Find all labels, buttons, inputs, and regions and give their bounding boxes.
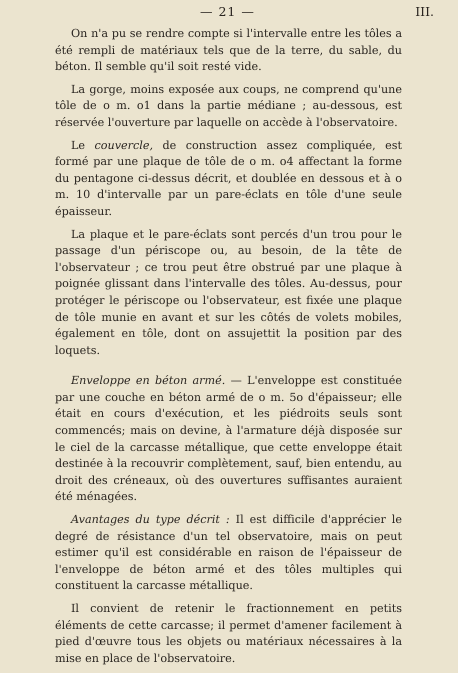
paragraph: La plaque et le pare-éclats sont percés d'un trou pour le passage d'un périscope ou, au besoin, de la tête de l'observateur ; ce trou peut être obstrué par une plaque à poignée glissant dans l'intervalle des tôles. Au-dessus, pour protéger le périscope ou l'observateur, est fixée une plaque de tôle munie en avant et sur les côtés de volets mobiles, également en tôle, dont on assujettit la position par des loquets. — [55, 227, 402, 357]
italic-term: couvercle, — [94, 138, 154, 152]
paragraph: La gorge, moins exposée aux coups, ne comprend qu'une tôle de o m. o1 dans la partie médiane ; au-dessous, est réservée l'ouverture par laquelle on accède à l'observatoire. — [55, 82, 402, 129]
italic-term: Avantages du type décrit : — [71, 513, 230, 527]
paragraph-text: Il est difficile d'apprécier le degré de résistance d'un tel observatoire, mais on peut estimer qu'il est considérable en raison de l'épaisseur de l'enveloppe de béton armé et des tôles multiples qui constituent la carcasse métallique. — [55, 513, 402, 593]
paragraph-lead: Le — [71, 138, 95, 152]
paragraph: On n'a pu se rendre compte si l'intervalle entre les tôles a été rempli de matériaux tels que de la terre, du sable, du béton. Il semble qu'il soit resté vide. — [55, 27, 402, 74]
paragraph — [55, 138, 402, 221]
italic-term: Enveloppe en béton armé. — [71, 374, 226, 388]
paragraph-text: — L'enveloppe est constituée par une couche en béton armé de o m. 5o d'épaisseur; elle était en cours d'exécution, et les piédroits seuls sont commencés; mais on devine, à l'armature déjà disposée sur le ciel de la carcasse métallique, que cette enveloppe était destinée à la recouvrir complètement, sauf, bien entendu, au droit des créneaux, où des ouvertures suffisantes auraient été ménagées. — [55, 374, 402, 504]
paragraph-text: de construction assez compliquée, est formé par une plaque de tôle de o m. o4 affectant la forme du pentagone ci-dessus décrit, et doublée en dessous et à o m. 10 d'intervalle par un pare-éclats en tôle d'une seule épaisseur. — [55, 138, 402, 218]
page-header — [0, 4, 458, 22]
paragraph: Il convient de retenir le fractionnement en petits éléments de cette carcasse; il permet d'amener facilement à pied d'œuvre tous les objets ou matériaux nécessaires à la mise en place de l'observatoire. — [55, 602, 402, 665]
section-number: III. — [415, 4, 434, 19]
paragraph — [55, 512, 402, 595]
body-text — [55, 26, 402, 673]
page-number: — 21 — — [200, 4, 255, 19]
paragraph — [55, 373, 402, 506]
